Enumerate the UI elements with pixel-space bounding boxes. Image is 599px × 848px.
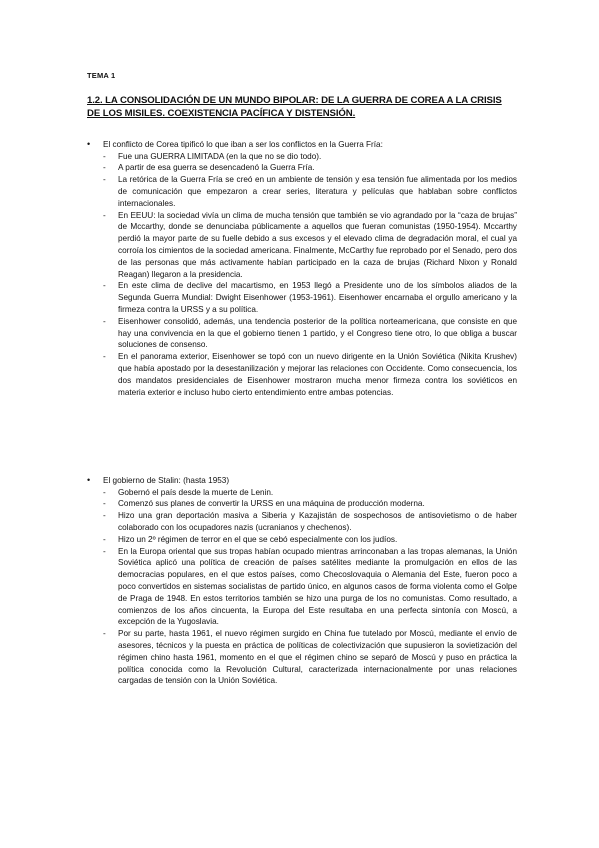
list-item: - Fue una GUERRA LIMITADA (en la que no se dio todo). [103,151,322,161]
list-item: - En la Europa oriental que sus tropas habían ocupado mientras arrinconaban a las tropas alemanas, la Unión Soviética aplicó una política de creación de países satélites mediante la promulgación en ellos de las democracias populares, en el que estos países, como Checoslovaquia o Alemania del Este, fueron poco a poco convertidos en sistemas socialistas de partido único, en algunos casos de forma violenta como el Golpe de Praga de 1948. En estos territorios también se hizo una purga de los no comunistas. Como resultado, a comienzos de los años cincuenta, la Europa del Este resultaba en una perfecta sintonía con Moscú, a excepción de la Yugoslavia. [103,546,517,627]
bullet-icon: • [87,139,91,149]
dash-icon: - [103,151,106,161]
dash-icon: - [103,281,106,291]
section-stalin [87,475,517,687]
list-item: - La retórica de la Guerra Fría se creó en un ambiente de tensión y esa tensión fue alimentada por los medios de comunicación que empezaron a crear series, literatura y películas que hablaban sobre conflictos internacionales. [103,175,517,208]
dash-icon: - [103,534,106,544]
list-item: - En EEUU: la sociedad vivía un clima de mucha tensión que también se vio agrandado por la “caza de brujas” de Mccarthy, donde se denunciaba públicamente a aquellos que fueran comunistas (1950-1954). Mccarthy perdió la mayor parte de su fuelle debido a sus excesos y el elevado clima de degradación moral, el cual ya corroía los cimientos de la sociedad americana. Finalmente, McCarthy fue reprobado por el Senado, pero dos de las personas que más activamente habían participado en la caza de brujas (Richard Nixon y Ronald Reagan) llegaron a la presidencia. [103,210,517,279]
section-korea [87,139,517,398]
dash-list [87,487,517,688]
dash-icon: - [103,487,106,497]
section-heading [87,139,517,151]
heading-text: El gobierno de Stalin: (hasta 1953) [103,476,230,485]
dash-icon: - [103,316,106,326]
dash-icon: - [103,163,106,173]
list-item: - Gobernó el país desde la muerte de Lenin. [103,487,274,497]
list-item: - Comenzó sus planes de convertir la URSS en una máquina de producción moderna. [103,499,425,509]
dash-icon: - [103,629,106,639]
topic-label: TEMA 1 [87,71,116,80]
dash-icon: - [103,511,106,521]
list-item: - A partir de esa guerra se desencadenó la Guerra Fría. [103,163,315,173]
section-title: 1.2. LA CONSOLIDACIÓN DE UN MUNDO BIPOLAR: DE LA GUERRA DE COREA A LA CRISIS DE LOS MISILES. COEXISTENCIA PACÍFICA Y DISTENSIÓN. [87,95,502,119]
list-item: - Hizo una gran deportación masiva a Siberia y Kazajistán de sospechosos de antisovietismo o de haber colaborado con los ocupadores nazis (ucranianos y chechenos). [103,511,517,532]
list-item: - Por su parte, hasta 1961, el nuevo régimen surgido en China fue tutelado por Moscú, mediante el envío de asesores, técnicos y la puesta en práctica de políticas de colectivización que supusieron la sovietización del régimen chino hasta 1961, momento en el que el régimen chino se separó de Moscú y puso en práctica la política conocida como la Revolución Cultural, caracterizada internacionalmente por unas relaciones cargadas de tensión con la Unión Soviética. [103,629,517,686]
heading-text: El conflicto de Corea tipificó lo que iban a ser los conflictos en la Guerra Fría: [103,140,383,149]
list-item: - Hizo un 2º régimen de terror en el que se cebó especialmente con los judíos. [103,534,398,544]
section-heading [87,475,517,487]
dash-icon: - [103,175,106,185]
dash-icon: - [103,499,106,509]
list-item: - En el panorama exterior, Eisenhower se topó con un nuevo dirigente en la Unión Soviética (Nikita Krushev) que había apostado por la desestanilización y mejorar las relaciones con Occidente. Como consecuencia, los dos mandatos presidenciales de Eisenhower mostraron mucha menor firmeza contra los soviéticos en materia exterior e incluso hubo cierto entendimiento entre ambas potencias. [103,352,517,397]
list-item: - Eisenhower consolidó, además, una tendencia posterior de la política norteamericana, que consiste en que hay una convivencia en la que el gobierno tienen 1 partido, y el Congreso tiene otro, lo que obliga a buscar soluciones de consenso. [103,316,517,350]
dash-list [87,151,517,399]
dash-icon: - [103,352,106,362]
list-item: - En este clima de declive del macartismo, en 1953 llegó a Presidente uno de los símbolos aliados de la Segunda Guerra Mundial: Dwight Eisenhower (1953-1961). Eisenhower encarnaba el orgullo americano y la firmeza contra la URSS y a su política. [103,281,517,314]
dash-icon: - [103,210,106,220]
dash-icon: - [103,546,106,556]
bullet-icon: • [87,475,91,485]
